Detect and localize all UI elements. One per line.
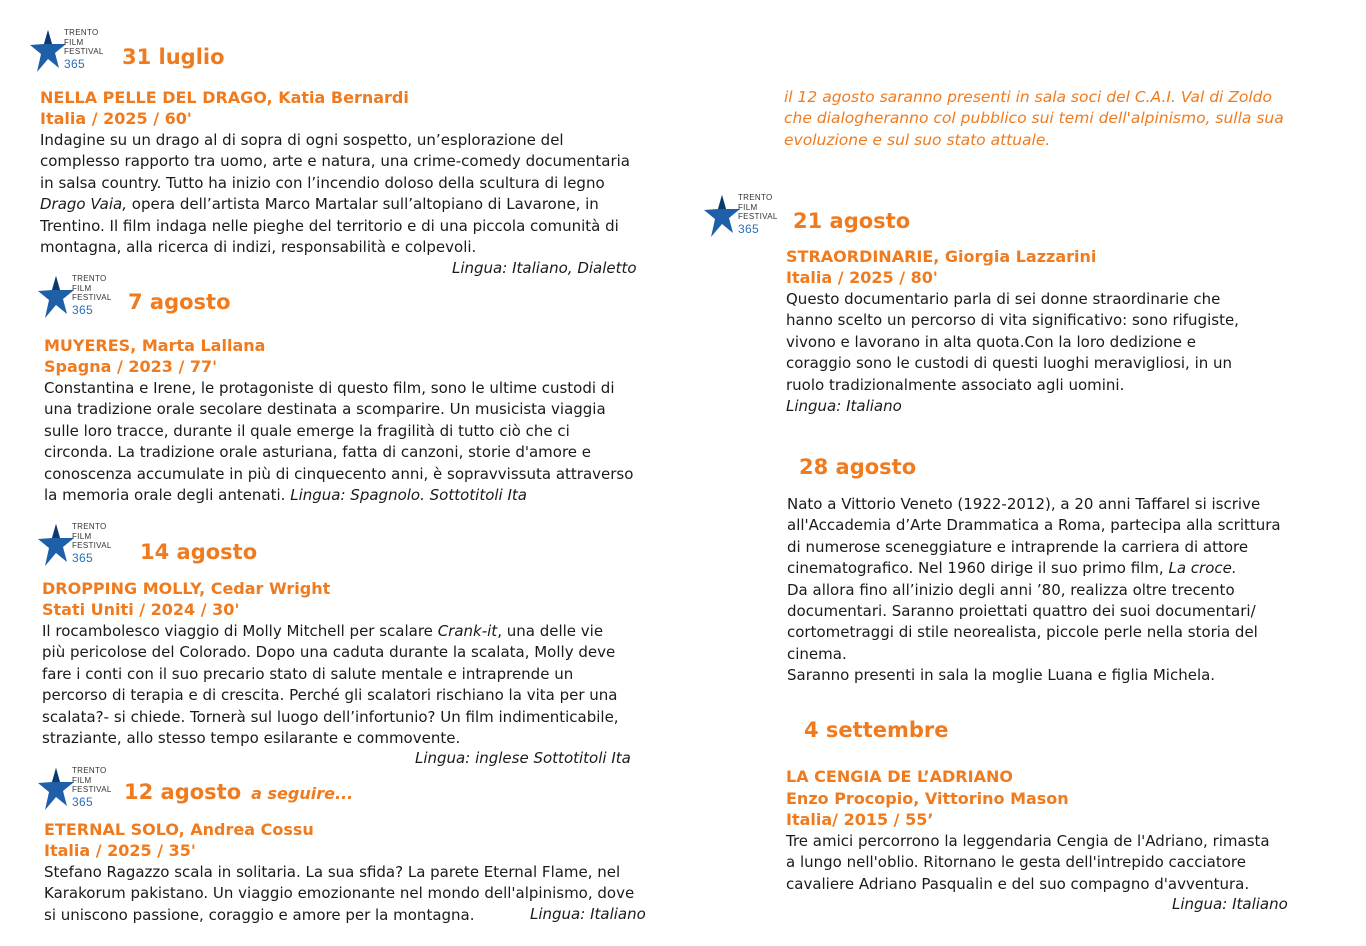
description-line: Tre amici percorrono la leggendaria Cengia de l'Adriano, rimasta — [786, 832, 1270, 850]
event-date: 31 luglio — [122, 45, 225, 69]
event-date: 12 agosto a seguire... — [124, 780, 354, 804]
festival-logo — [28, 28, 118, 76]
festival-logo: TRENTO FILM FESTIVAL 365 — [36, 522, 126, 570]
star-icon — [28, 28, 68, 74]
film-description — [787, 494, 1281, 687]
logo-text-festival: FESTIVAL — [64, 47, 104, 56]
film-title: NELLA PELLE DEL DRAGO, Katia Bernardi — [40, 88, 409, 107]
event-date: 7 agosto — [128, 290, 231, 314]
film-description — [44, 378, 633, 506]
description-line: sulle loro tracce, durante il quale emerge la fragilità di tutto ciò che ci — [44, 421, 570, 440]
description-line: Il rocambolesco viaggio di Molly Mitchell per scalare Crank-it, una delle vie — [42, 622, 604, 640]
film-description — [786, 831, 1270, 895]
film-authors: Enzo Procopio, Vittorino Mason — [786, 789, 1069, 808]
italic-work-title: La croce. — [1168, 559, 1237, 578]
description-line: Nato a Vittorio Veneto (1922-2012), a 20 anni Taffarel si iscrive — [787, 495, 1261, 513]
logo-text-film: FILM — [64, 37, 84, 47]
language-label: Lingua: Italiano — [530, 905, 646, 923]
date-subtitle: a seguire... — [251, 784, 354, 803]
event-date: 28 agosto — [799, 455, 917, 479]
event-date: 14 agosto — [140, 540, 258, 564]
film-meta: Spagna / 2023 / 77' — [44, 357, 218, 376]
festival-logo: TRENTO FILM FESTIVAL 365 — [36, 766, 126, 814]
description-line: fare i conti con il suo precario stato di salute mentale e intraprende un — [42, 664, 574, 683]
description-line: scalata?- si chiede. Tornerà sul luogo dell’infortunio? Un film indimenticabile, — [42, 707, 619, 726]
description-line: Drago Vaia, opera dell’artista Marco Martalar sull’altopiano di Lavarone, in — [40, 195, 599, 214]
description-line: conoscenza accumulate in più di cinquecento anni, è sopravvissuta attraverso — [44, 464, 634, 483]
film-title: LA CENGIA DE L’ADRIANO — [786, 767, 1013, 786]
film-description — [40, 130, 630, 258]
language-label: Lingua: Spagnolo. Sottotitoli Ita — [290, 486, 527, 505]
description-line: all'Accademia d’Arte Drammatica a Roma, partecipa alla scrittura — [787, 516, 1281, 535]
announcement-note: il 12 agosto saranno presenti in sala soci del C.A.I. Val di Zoldo che dialogheranno col pubblico sui temi dell'alpinismo, sulla sua evoluzione e sul suo stato attuale. — [784, 88, 1284, 149]
description-line: Questo documentario parla di sei donne straordinarie che — [786, 290, 1221, 308]
film-description — [42, 621, 619, 749]
description-line: coraggio sono le custodi di questi luoghi meravigliosi, in un — [786, 354, 1233, 373]
festival-logo: TRENTO FILM FESTIVAL 365 — [36, 274, 126, 322]
description-line: documentari. Saranno proiettati quattro dei suoi documentari/ — [787, 602, 1256, 621]
description-line: a lungo nell'oblio. Ritornano le gesta dell'intrepido cacciatore — [786, 853, 1246, 872]
italic-work-title: Drago Vaia, — [40, 195, 127, 214]
description-line: cinema. — [787, 644, 847, 663]
star-icon — [36, 766, 76, 812]
description-line: hanno scelto un percorso di vita significativo: sono rifugiste, — [786, 311, 1239, 330]
description-line: in salsa country. Tutto ha inizio con l’incendio doloso della scultura di legno — [40, 173, 605, 192]
italic-work-title: Crank-it — [437, 622, 498, 640]
description-line: montagna, alla ricerca di indizi, responsabilità e colpevoli. — [40, 238, 477, 257]
film-title: ETERNAL SOLO, Andrea Cossu — [44, 820, 314, 839]
description-line: ruolo tradizionalmente associato agli uomini. — [786, 375, 1125, 394]
language-label: Lingua: inglese Sottotitoli Ita — [415, 749, 631, 767]
star-icon — [36, 522, 76, 568]
description-line: Stefano Ragazzo scala in solitaria. La sua sfida? La parete Eternal Flame, nel — [44, 863, 621, 881]
star-icon — [36, 274, 76, 320]
festival-logo: TRENTO FILM FESTIVAL 365 — [702, 193, 792, 241]
description-line: Da allora fino all’inizio degli anni ’80, realizza oltre trecento — [787, 580, 1235, 599]
description-line: cortometraggi di stile neorealista, piccole perle nella storia del — [787, 623, 1258, 642]
language-label: Lingua: Italiano — [1172, 895, 1288, 913]
film-meta: Italia / 2025 / 35' — [44, 841, 196, 860]
description-line: una tradizione orale secolare destinata a scomparire. Un musicista viaggia — [44, 400, 606, 419]
film-description — [786, 289, 1239, 417]
film-meta: Italia/ 2015 / 55’ — [786, 810, 934, 829]
language-label: Lingua: Italiano — [786, 397, 902, 416]
description-line: vivono e lavorano in alta quota.Con la loro dedizione e — [786, 332, 1197, 351]
description-line: complesso rapporto tra uomo, arte e natura, una crime-comedy documentaria — [40, 152, 630, 171]
description-line: circonda. La tradizione orale asturiana, fatta di canzoni, storie d'amore e — [44, 443, 592, 462]
description-line: straziante, allo stesso tempo esilarante e commovente. — [42, 729, 461, 748]
logo-text-trento: TRENTO — [64, 28, 99, 37]
description-line: percorso di terapia e di crescita. Perché gli scalatori rischiano la vita per una — [42, 686, 618, 705]
description-line: la memoria orale degli antenati. Lingua: Spagnolo. Sottotitoli Ita — [44, 486, 527, 505]
film-title: DROPPING MOLLY, Cedar Wright — [42, 579, 331, 598]
description-line: Trentino. Il film indaga nelle pieghe del territorio e di una piccola comunità di — [40, 216, 619, 235]
description-line: cavaliere Adriano Pasqualin e del suo compagno d'avventura. — [786, 874, 1250, 893]
event-date: 4 settembre — [804, 718, 949, 742]
description-line: di numerose sceneggiature e intraprende la carriera di attore — [787, 537, 1249, 556]
language-label: Lingua: Italiano, Dialetto — [452, 259, 637, 277]
description-line: Constantina e Irene, le protagoniste di questo film, sono le ultime custodi di — [44, 379, 615, 397]
film-meta: Italia / 2025 / 80' — [786, 268, 938, 287]
film-title: MUYERES, Marta Lallana — [44, 336, 266, 355]
logo-text-365: 365 — [64, 56, 85, 71]
description-line: più pericolose del Colorado. Dopo una caduta durante la scalata, Molly deve — [42, 643, 616, 662]
star-icon — [702, 193, 742, 239]
description-line: Indagine su un drago al di sopra di ogni sospetto, un’esplorazione del — [40, 131, 564, 149]
film-meta: Stati Uniti / 2024 / 30' — [42, 600, 240, 619]
film-meta: Italia / 2025 / 60' — [40, 109, 192, 128]
description-line: Karakorum pakistano. Un viaggio emozionante nel mondo dell'alpinismo, dove — [44, 884, 635, 903]
description-line: Saranno presenti in sala la moglie Luana e figlia Michela. — [787, 666, 1216, 685]
event-date: 21 agosto — [793, 209, 911, 233]
description-line: cinematografico. Nel 1960 dirige il suo primo film, La croce. — [787, 559, 1237, 578]
description-line: si uniscono passione, coraggio e amore per la montagna. — [44, 905, 475, 924]
film-title: STRAORDINARIE, Giorgia Lazzarini — [786, 247, 1097, 266]
